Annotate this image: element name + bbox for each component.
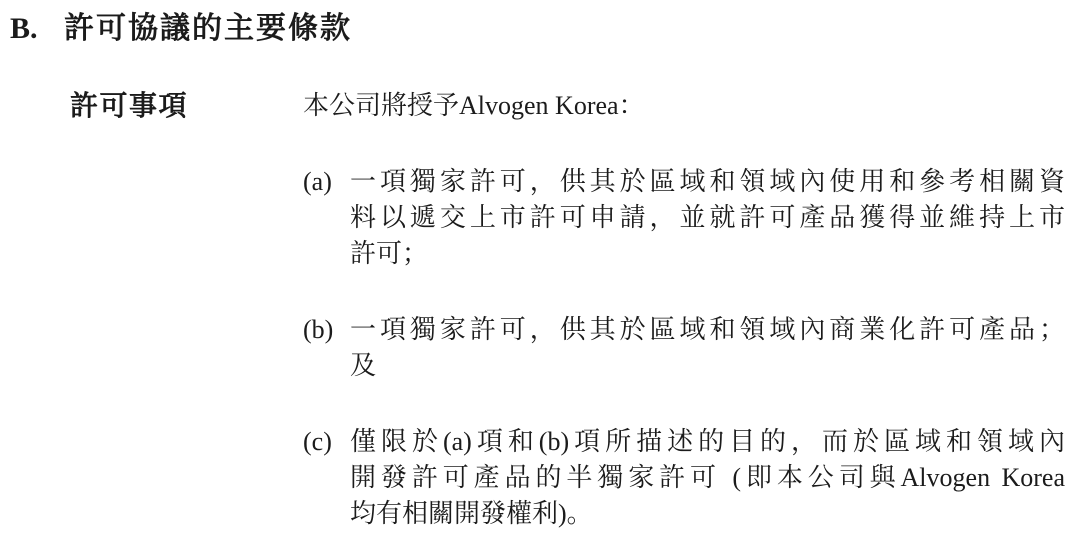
clause-a-text bbox=[350, 164, 1065, 272]
clause-b-marker: (b) bbox=[303, 315, 334, 344]
clause-b bbox=[303, 312, 1065, 384]
clause-c-text bbox=[350, 424, 1065, 532]
term-content bbox=[303, 88, 1065, 532]
clause-a-line-1: 一項獨家許可，供其於區域和領域內使用和參考相關資 bbox=[350, 167, 1065, 196]
clause-a-line-3: 許可； bbox=[350, 239, 429, 268]
clause-b-text bbox=[350, 312, 1065, 384]
clause-b-line-1: 一項獨家許可，供其於區域和領域內商業化許可產品； bbox=[350, 315, 1065, 344]
clause-c-marker: (c) bbox=[303, 427, 332, 456]
clause-c bbox=[303, 424, 1065, 532]
clause-a bbox=[303, 164, 1065, 272]
clause-c-line-3: 均有相關開發權利)。 bbox=[350, 499, 593, 528]
document-page bbox=[0, 10, 1080, 546]
term-label: 許可事項 bbox=[70, 90, 189, 121]
clause-c-line-2: 開發許可產品的半獨家許可 (即本公司與Alvogen Korea bbox=[350, 463, 1065, 492]
clause-a-line-2: 料以遞交上市許可申請，並就許可產品獲得並維持上市 bbox=[350, 203, 1065, 232]
clause-b-line-2: 及 bbox=[350, 351, 377, 380]
clause-c-line-1: 僅限於(a)項和(b)項所描述的目的，而於區域和領域內 bbox=[350, 427, 1065, 456]
clause-a-marker: (a) bbox=[303, 167, 332, 196]
section-marker: B. bbox=[10, 12, 38, 45]
intro-line: 本公司將授予Alvogen Korea： bbox=[303, 91, 645, 120]
section-heading bbox=[10, 10, 1080, 48]
section-title: 許可協議的主要條款 bbox=[64, 12, 352, 45]
licence-row bbox=[0, 88, 1080, 532]
